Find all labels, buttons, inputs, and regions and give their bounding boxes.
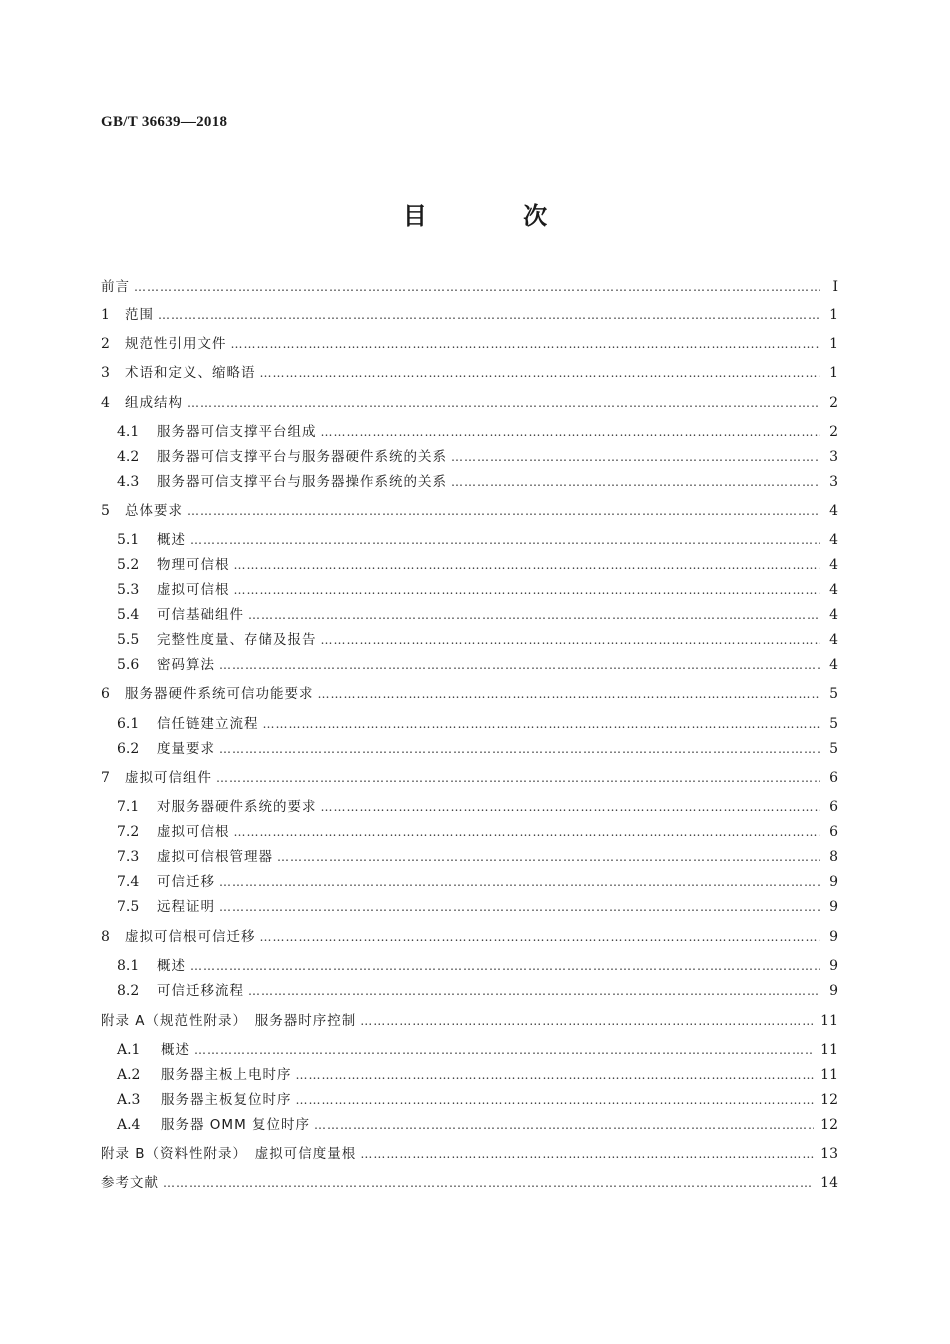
leader-dots <box>277 847 820 867</box>
page-title: 目 次 <box>402 202 592 230</box>
toc-entry-label: 附录 B（资料性附录） 虚拟可信度量根 <box>101 1146 357 1162</box>
toc-entry-label: 虚拟可信根 <box>157 824 230 840</box>
toc-entry[interactable] <box>117 628 838 650</box>
toc-entry[interactable] <box>117 420 838 442</box>
toc-entry-page-number: 4 <box>829 582 838 598</box>
toc-entry-page-number: 3 <box>829 449 838 465</box>
toc-entry-page-number: 1 <box>829 307 838 323</box>
toc-entry-number: A.2 <box>117 1067 141 1083</box>
toc-entry-label: 远程证明 <box>157 899 215 915</box>
leader-dots <box>190 530 820 550</box>
toc-entry-page-number: 3 <box>829 474 838 490</box>
toc-entry[interactable] <box>117 712 838 734</box>
toc-entry-number: 4.3 <box>117 474 140 490</box>
toc-entry-number: 7.4 <box>117 874 140 890</box>
toc-entry-label: 虚拟可信根 <box>157 582 230 598</box>
toc-entry-number: 5.2 <box>117 557 140 573</box>
toc-entry-label: 附录 A（规范性附录） 服务器时序控制 <box>101 1013 357 1029</box>
toc-entry-page-number: 2 <box>829 395 838 411</box>
toc-entry-page-number: 9 <box>829 929 838 945</box>
toc-entry-page-number: 12 <box>820 1117 838 1133</box>
toc-entry-page-number: 12 <box>820 1092 838 1108</box>
toc-entry-label: 密码算法 <box>157 657 215 673</box>
leader-dots <box>158 305 820 325</box>
toc-entry-label: 规范性引用文件 <box>125 336 227 352</box>
toc-entry[interactable] <box>101 275 838 297</box>
toc-entry[interactable] <box>117 603 838 625</box>
leader-dots <box>219 655 820 675</box>
toc-entry-number: 5.3 <box>117 582 140 598</box>
toc-entry-page-number: 4 <box>829 532 838 548</box>
toc-entry-label: 参考文献 <box>101 1175 159 1191</box>
leader-dots <box>248 981 820 1001</box>
toc-entry-label: 前言 <box>101 279 130 295</box>
toc-entry[interactable] <box>117 1063 838 1085</box>
toc-entry-number: 4 <box>101 395 110 411</box>
leader-dots <box>360 1144 814 1164</box>
toc-entry-number: 7.5 <box>117 899 140 915</box>
leader-dots <box>260 363 821 383</box>
toc-entry[interactable] <box>117 820 838 842</box>
leader-dots <box>187 393 820 413</box>
toc-entry-page-number: 6 <box>829 770 838 786</box>
toc-entry-page-number: 4 <box>829 557 838 573</box>
toc-entry[interactable] <box>101 766 838 788</box>
leader-dots <box>296 1090 815 1110</box>
leader-dots <box>231 334 821 354</box>
toc-entry-number: 6 <box>101 686 110 702</box>
leader-dots <box>321 797 821 817</box>
toc-entry-page-number: 11 <box>820 1013 838 1029</box>
leader-dots <box>260 927 821 947</box>
toc-entry[interactable] <box>101 303 838 325</box>
toc-entry-number: A.3 <box>117 1092 141 1108</box>
toc-entry-label: 完整性度量、存储及报告 <box>157 632 317 648</box>
toc-entry-number: 5.4 <box>117 607 140 623</box>
leader-dots <box>451 447 820 467</box>
toc-entry[interactable] <box>117 578 838 600</box>
toc-entry-label: 服务器可信支撑平台组成 <box>157 424 317 440</box>
toc-entry[interactable] <box>101 682 838 704</box>
leader-dots <box>360 1011 814 1031</box>
toc-entry-label: 虚拟可信组件 <box>125 770 212 786</box>
toc-entry-label: 信任链建立流程 <box>157 716 259 732</box>
toc-entry-page-number: 8 <box>829 849 838 865</box>
leader-dots <box>219 739 820 759</box>
toc-entry-page-number: 11 <box>820 1042 838 1058</box>
toc-entry-number: 3 <box>101 365 110 381</box>
toc-entry-page-number: 6 <box>829 799 838 815</box>
toc-entry[interactable] <box>117 737 838 759</box>
toc-entry-label: 服务器硬件系统可信功能要求 <box>125 686 314 702</box>
toc-entry-label: 总体要求 <box>125 503 183 519</box>
toc-entry-page-number: 2 <box>829 424 838 440</box>
toc-entry[interactable] <box>117 795 838 817</box>
toc-entry[interactable] <box>117 553 838 575</box>
toc-entry[interactable] <box>101 925 838 947</box>
toc-entry-number: 7.3 <box>117 849 140 865</box>
toc-entry-page-number: 9 <box>829 983 838 999</box>
toc-entry-page-number: 9 <box>829 874 838 890</box>
toc-entry-label: 组成结构 <box>125 395 183 411</box>
toc-entry-label: 概述 <box>157 958 186 974</box>
toc-entry-number: 6.2 <box>117 741 140 757</box>
toc-entry-label: 物理可信根 <box>157 557 230 573</box>
leader-dots <box>296 1065 815 1085</box>
toc-entry[interactable] <box>101 332 838 354</box>
leader-dots <box>187 501 820 521</box>
leader-dots <box>190 956 820 976</box>
toc-entry[interactable] <box>117 870 838 892</box>
toc-entry-page-number: 6 <box>829 824 838 840</box>
toc-entry-number: A.4 <box>117 1117 141 1133</box>
leader-dots <box>451 472 820 492</box>
toc-entry-page-number: 5 <box>829 716 838 732</box>
toc-entry-label: 可信迁移 <box>157 874 215 890</box>
toc-entry[interactable] <box>117 528 838 550</box>
leader-dots <box>234 580 821 600</box>
toc-entry-number: 7 <box>101 770 110 786</box>
toc-entry-number: 8.2 <box>117 983 140 999</box>
toc-entry[interactable] <box>101 1171 838 1193</box>
leader-dots <box>314 1115 814 1135</box>
toc-entry-number: 4.2 <box>117 449 140 465</box>
toc-entry-number: 5.6 <box>117 657 140 673</box>
toc-entry-page-number: 4 <box>829 503 838 519</box>
toc-entry-label: 范围 <box>125 307 154 323</box>
leader-dots <box>216 768 820 788</box>
leader-dots <box>318 684 821 704</box>
toc-entry[interactable] <box>117 470 838 492</box>
toc-entry-page-number: Ⅰ <box>832 279 838 295</box>
toc-entry-number: A.1 <box>117 1042 141 1058</box>
toc-entry-number: 4.1 <box>117 424 140 440</box>
standard-code: GB/T 36639—2018 <box>101 114 228 130</box>
toc-entry-page-number: 14 <box>820 1175 838 1191</box>
leader-dots <box>134 277 820 297</box>
toc-entry-page-number: 4 <box>829 607 838 623</box>
toc-entry-page-number: 1 <box>829 365 838 381</box>
toc-entry-label: 服务器可信支撑平台与服务器硬件系统的关系 <box>157 449 447 465</box>
toc-entry[interactable] <box>117 1088 838 1110</box>
leader-dots <box>321 422 821 442</box>
toc-entry-page-number: 5 <box>829 686 838 702</box>
leader-dots <box>248 605 820 625</box>
leader-dots <box>263 714 821 734</box>
toc-entry-number: 7.2 <box>117 824 140 840</box>
toc-entry-page-number: 4 <box>829 657 838 673</box>
toc-entry[interactable] <box>117 895 838 917</box>
toc-entry-label: 术语和定义、缩略语 <box>125 365 256 381</box>
toc-entry[interactable] <box>117 845 838 867</box>
toc-entry[interactable] <box>101 1009 838 1031</box>
toc-entry-label: 度量要求 <box>157 741 215 757</box>
toc-entry-label: 服务器主板上电时序 <box>161 1067 292 1083</box>
toc-entry-page-number: 13 <box>820 1146 838 1162</box>
leader-dots <box>234 555 821 575</box>
leader-dots <box>321 630 821 650</box>
toc-entry-number: 5.5 <box>117 632 140 648</box>
toc-entry-number: 8.1 <box>117 958 140 974</box>
toc-entry-label: 概述 <box>161 1042 190 1058</box>
toc-entry-page-number: 9 <box>829 899 838 915</box>
toc-entry[interactable] <box>117 653 838 675</box>
toc-entry-label: 可信基础组件 <box>157 607 244 623</box>
toc-entry-label: 可信迁移流程 <box>157 983 244 999</box>
toc-entry-number: 5.1 <box>117 532 140 548</box>
toc-entry-label: 服务器主板复位时序 <box>161 1092 292 1108</box>
toc-entry-number: 8 <box>101 929 110 945</box>
leader-dots <box>219 872 820 892</box>
toc-entry-number: 6.1 <box>117 716 140 732</box>
toc-entry[interactable] <box>101 1142 838 1164</box>
leader-dots <box>234 822 821 842</box>
toc-entry[interactable] <box>117 1113 838 1135</box>
toc-entry-label: 服务器可信支撑平台与服务器操作系统的关系 <box>157 474 447 490</box>
toc-entry[interactable] <box>117 954 838 976</box>
toc-entry-label: 服务器 OMM 复位时序 <box>161 1117 311 1133</box>
toc-entry-page-number: 4 <box>829 632 838 648</box>
toc-entry[interactable] <box>117 979 838 1001</box>
toc-entry[interactable] <box>117 1038 838 1060</box>
toc-entry[interactable] <box>117 445 838 467</box>
toc-entry-label: 概述 <box>157 532 186 548</box>
leader-dots <box>163 1173 814 1193</box>
toc-entry-label: 对服务器硬件系统的要求 <box>157 799 317 815</box>
toc-entry-number: 1 <box>101 307 110 323</box>
toc-entry-page-number: 1 <box>829 336 838 352</box>
toc-entry[interactable] <box>101 361 838 383</box>
toc-entry-page-number: 9 <box>829 958 838 974</box>
leader-dots <box>194 1040 814 1060</box>
toc-entry-page-number: 11 <box>820 1067 838 1083</box>
leader-dots <box>219 897 820 917</box>
toc-entry[interactable] <box>101 499 838 521</box>
toc-entry-number: 2 <box>101 336 110 352</box>
toc-entry-label: 虚拟可信根可信迁移 <box>125 929 256 945</box>
toc-entry-number: 5 <box>101 503 110 519</box>
toc-entry-number: 7.1 <box>117 799 140 815</box>
toc-entry-label: 虚拟可信根管理器 <box>157 849 273 865</box>
toc-entry-page-number: 5 <box>829 741 838 757</box>
toc-entry[interactable] <box>101 391 838 413</box>
